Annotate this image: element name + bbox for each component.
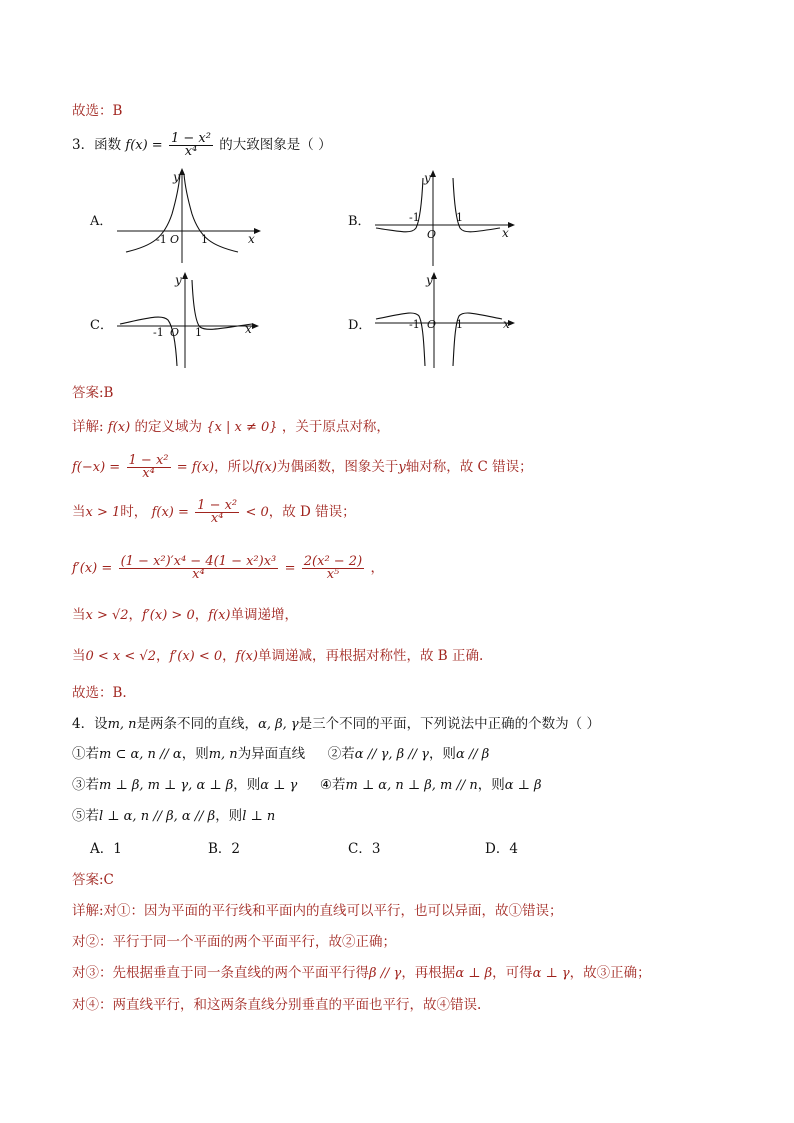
q3-detail3-lhs: f(x) =: [151, 505, 189, 520]
q3-derivative: [72, 556, 384, 581]
q3-dec-mid2: ，: [222, 648, 236, 664]
q4-s1-mid: ，则: [181, 746, 209, 762]
q4-d3-mid2: ，可得: [492, 965, 533, 981]
q3-deriv-numerator-1: (1 − x²)′x⁴ − 4(1 − x²)x³: [120, 554, 277, 569]
q3-deriv-fraction-2: [302, 556, 364, 581]
q3-detail-2: [72, 455, 533, 480]
q3-deriv-denominator-2: x⁵: [326, 567, 340, 582]
q4-d3-m3: α ⊥ γ: [532, 966, 570, 981]
q3-dec-post: 单调递减，再根据对称性，故 B 正确.: [257, 648, 484, 664]
graph-b-origin: O: [427, 228, 437, 241]
graph-d-label: D．: [348, 318, 372, 333]
q3-detail3-denominator: x⁴: [210, 511, 224, 526]
q4-s4-res: α ⊥ β: [504, 778, 542, 793]
q4-s3-mid: ，则: [233, 777, 261, 793]
q3-detail-1: [72, 417, 390, 438]
q3-inc-post: 单调递增，: [230, 607, 299, 623]
q3-deriv-denominator-1: x⁴: [192, 567, 205, 582]
graph-a-y-arrow: [179, 168, 185, 175]
q4-detail-2: 对②：平行于同一个平面的两个平面平行，故②正确；: [72, 934, 396, 950]
question-3-stem: [72, 133, 332, 158]
q4-s2-math: α // γ, β // γ: [354, 747, 429, 762]
q3-dec-pre: 当: [72, 648, 86, 664]
q3-inc-mid: ，: [128, 607, 143, 623]
q4-option-c: C．3: [348, 841, 381, 857]
graph-c-one: 1: [195, 326, 202, 339]
q3-deriv-fraction-1: [119, 556, 279, 581]
q4-s2-mid: ，则: [428, 746, 456, 762]
previous-answer: 故选：B: [72, 103, 123, 119]
q4-s5-res: l ⊥ n: [242, 809, 276, 824]
q4-d3-pre: 对③：先根据垂直于同一条直线的两个平面平行得: [72, 965, 369, 981]
q4-s3-pre: ③若: [72, 777, 99, 793]
q4-s2-pre: ②若: [327, 746, 355, 762]
graph-c-origin: O: [170, 326, 180, 339]
q3-detail1-pre: 详解:: [72, 419, 104, 435]
q4-s4-mid: ，则: [477, 777, 505, 793]
graph-d-one: 1: [456, 318, 463, 331]
graph-c-label: C．: [90, 318, 113, 333]
q3-detail2-f: f(x): [254, 460, 277, 475]
q3-inc-cond: x > √2: [85, 608, 129, 623]
q3-detail3-cond: x > 1: [85, 505, 121, 520]
q4-option-b: B．2: [208, 841, 241, 857]
graph-c-x-label: x: [245, 322, 252, 336]
graph-d: [372, 272, 517, 370]
q4-detail-1: 详解:对①：因为平面的平行线和平面内的直线可以平行，也可以异面，故①错误；: [72, 903, 563, 919]
q3-deriv-post: ，: [370, 560, 384, 576]
graph-a-origin: O: [170, 233, 180, 246]
q3-deriv-numerator-2: 2(x² − 2): [303, 554, 363, 569]
q3-deriv-eq: =: [284, 561, 296, 576]
q3-detail1-set: {x | x ≠ 0}: [206, 420, 278, 435]
q4-d3-post: ，故③正确；: [569, 965, 651, 981]
q3-detail1-f: f(x): [107, 420, 131, 435]
graph-b-y-label: y: [424, 171, 431, 185]
q4-s1-pre: ①若: [72, 746, 99, 762]
q3-detail2-post1: ，所以: [214, 459, 255, 475]
q3-answer: 答案:B: [72, 385, 114, 401]
q3-dec-f: f(x): [235, 649, 258, 664]
q4-options: [90, 839, 518, 859]
q4-option-a: A．1: [90, 841, 122, 857]
q4-s3-math: m ⊥ β, m ⊥ γ, α ⊥ β: [99, 778, 234, 793]
graph-b-one: 1: [456, 211, 463, 224]
graph-a-x-arrow: [254, 228, 261, 234]
graph-a-neg1: -1: [156, 233, 167, 246]
graph-d-neg1: -1: [409, 318, 420, 331]
q4-mid2: 是三个不同的平面，下列说法中正确的个数为（ ）: [298, 716, 600, 732]
graph-b: [372, 170, 517, 268]
graph-d-y-label: y: [426, 273, 433, 287]
q3-detail2-rhs: = f(x): [176, 460, 215, 475]
q3-inc-mid2: ，: [194, 607, 209, 623]
q3-detail3-fraction: [195, 500, 239, 525]
q3-detail2-lhs: f(−x) =: [72, 460, 121, 475]
q3-detail3-mid: 时，: [120, 504, 148, 520]
q4-s4-pre: ④若: [319, 777, 346, 793]
graph-b-x-arrow: [508, 222, 515, 228]
q4-d3-m2: α ⊥ β: [455, 966, 493, 981]
q4-mid1: 是两条不同的直线，: [136, 716, 259, 732]
q4-s2-res: α // β: [455, 747, 490, 762]
graph-c-curve-right: [192, 280, 252, 329]
q3-dec-fp: f′(x) < 0: [169, 649, 223, 664]
q3-detail2-fraction: [127, 455, 171, 480]
q3-detail3-post: ，故 D 错误；: [268, 504, 356, 520]
q3-deriv-lhs: f′(x) =: [72, 561, 113, 576]
q4-s4-math: m ⊥ α, n ⊥ β, m // n: [345, 778, 478, 793]
q3-detail2-denominator: x⁴: [142, 466, 155, 481]
graph-a-y-label: y: [173, 170, 180, 184]
graph-a-one: 1: [201, 233, 208, 246]
q3-inc-pre: 当: [72, 607, 86, 623]
q3-decreasing: [72, 646, 483, 667]
q4-s1-math: m ⊂ α, n // α: [99, 747, 182, 762]
q3-final-answer: 故选：B.: [72, 685, 127, 701]
graph-d-origin: O: [427, 318, 437, 331]
q3-detail1-post: ，关于原点对称，: [281, 419, 390, 435]
graph-d-x-label: x: [503, 317, 510, 331]
q4-statement-5: [72, 806, 275, 827]
q3-detail2-numerator: 1 − x²: [128, 453, 169, 468]
q4-s5-math: l ⊥ α, n // β, α // β: [99, 809, 216, 824]
graph-a: [112, 168, 262, 266]
q3-func-numerator: 1 − x²: [171, 131, 211, 146]
q4-detail-4: 对④：两直线平行，和这两条直线分别垂直的平面也平行，故④错误.: [72, 997, 482, 1013]
graph-c-y-arrow: [182, 272, 188, 279]
graph-b-y-arrow: [430, 170, 436, 177]
graph-c: [112, 272, 262, 370]
q3-dec-cond: 0 < x < √2: [85, 649, 156, 664]
q3-detail2-post2: 为偶函数，图象关于: [276, 459, 399, 475]
q4-prefix: 4．设: [72, 716, 108, 732]
q4-mn: m, n: [107, 717, 137, 732]
graph-c-x-arrow: [252, 323, 259, 329]
graph-a-label: A．: [90, 214, 113, 229]
q4-s5-mid: ，则: [215, 808, 243, 824]
q4-abg: α, β, γ: [258, 717, 299, 732]
q3-inc-fp: f′(x) > 0: [142, 608, 195, 623]
graph-c-curve-left: [120, 317, 180, 366]
q4-d3-mid: ，再根据: [401, 965, 456, 981]
q3-detail3-pre: 当: [72, 504, 86, 520]
q4-option-d: D．4: [485, 841, 518, 857]
graph-b-label: B．: [348, 214, 371, 229]
q4-d3-m1: β // γ: [369, 966, 402, 981]
q3-detail2-post3: 轴对称，故 C 错误；: [405, 459, 533, 475]
q4-detail-3: [72, 963, 651, 984]
q3-dec-mid: ，: [155, 648, 170, 664]
q4-s1-post: 为异面直线: [237, 746, 306, 762]
graph-a-x-label: x: [248, 232, 255, 246]
q3-func-lhs: f(x) =: [125, 138, 163, 153]
q3-detail-3: [72, 500, 356, 525]
q4-statements-1-2: [72, 744, 489, 765]
q3-prefix: 3．函数: [72, 137, 122, 153]
graph-c-y-label: y: [175, 273, 182, 287]
q3-func-fraction: [169, 133, 213, 158]
q4-s1-mn: m, n: [208, 747, 238, 762]
q3-detail2-y: y: [398, 460, 406, 475]
q4-answer: 答案:C: [72, 872, 114, 888]
q3-increasing: [72, 605, 298, 626]
graph-a-curve-right: [184, 174, 238, 252]
question-4-stem: [72, 714, 600, 735]
graph-b-neg1: -1: [409, 211, 420, 224]
graph-c-neg1: -1: [153, 326, 164, 339]
q3-detail3-rhs: < 0: [245, 505, 269, 520]
q3-detail1-mid: 的定义域为: [134, 419, 202, 435]
q3-func-denominator: x⁴: [184, 144, 198, 159]
graph-b-x-label: x: [502, 226, 509, 240]
q3-suffix: 的大致图象是（ ）: [219, 137, 332, 153]
q4-s5-pre: ⑤若: [72, 808, 99, 824]
q4-statements-3-4: [72, 775, 542, 796]
q4-s3-res: α ⊥ γ: [260, 778, 298, 793]
q3-inc-f: f(x): [208, 608, 231, 623]
q3-detail3-numerator: 1 − x²: [197, 498, 238, 513]
